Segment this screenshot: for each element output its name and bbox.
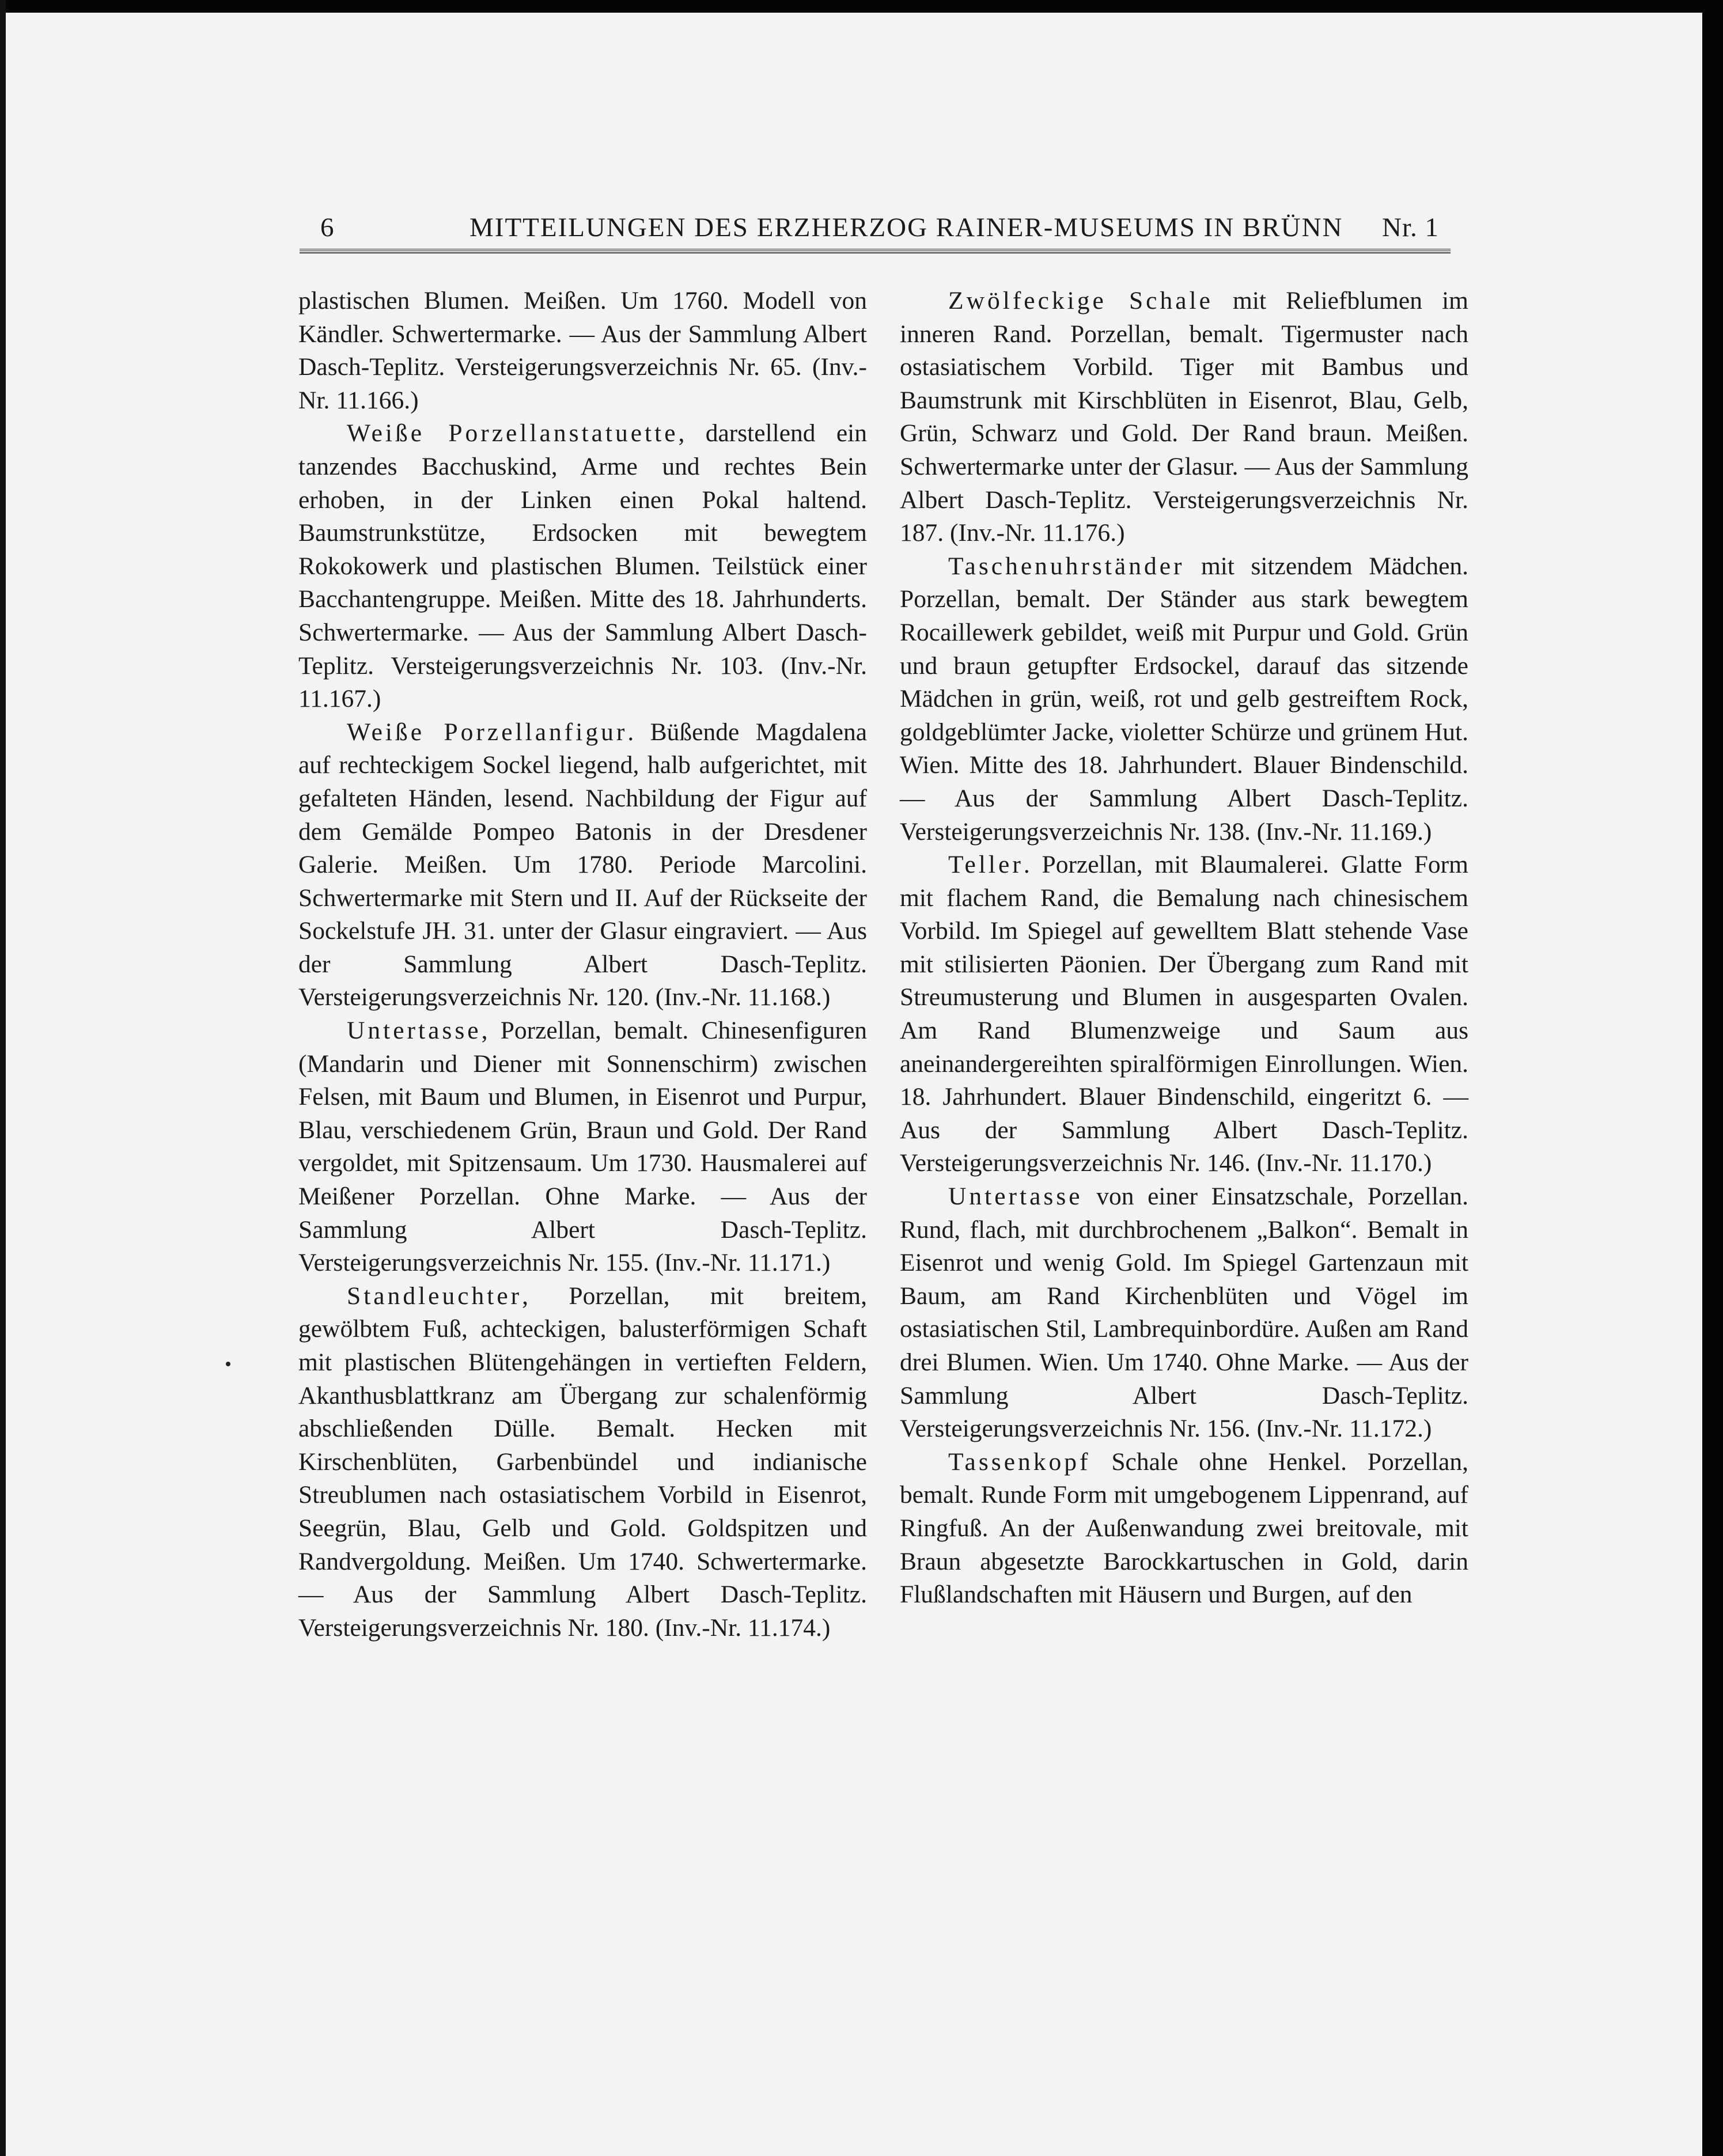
entry-paragraph: [298, 285, 867, 417]
entry-paragraph: [900, 1180, 1468, 1446]
entry-title: Taschenuhrständer: [948, 552, 1185, 580]
entry-text: mit sitzendem Mädchen. Porzellan, bemalt. Der Ständer aus stark bewegtem Rocaillewerk gebildet, weiß mit Purpur und Gold. Grün und braun getupfter Erdsockel, darauf das sitzende Mädchen in grün, weiß, rot und gelb gestreiftem Rock, goldgeblümter Jacke, violetter Schürze und grünem Hut. Wien. Mitte des 18. Jahrhundert. Blauer Bindenschild. — Aus der Sammlung Albert Dasch-Teplitz. Versteigerungsverzeichnis Nr. 138. (Inv.-Nr. 11.169.): [900, 552, 1468, 846]
scan-border-left: [0, 0, 6, 2156]
entry-title: Untertasse: [347, 1017, 482, 1045]
entry-title: Weiße Porzellanfigur: [347, 718, 628, 746]
entry-paragraph: [900, 1446, 1468, 1612]
header-rule: [300, 252, 1451, 253]
entry-title: Weiße Porzellanstatuette: [347, 419, 679, 448]
entry-paragraph: [900, 848, 1468, 1180]
entry-paragraph: [900, 550, 1468, 848]
entry-text: , darstellend ein tanzendes Bacchuskind, Arme und rechtes Bein erhoben, in der Linken einen Pokal haltend. Baumstrunkstütze, Erdsocken mit bewegtem Rokokowerk und plastischen Blumen. Teilstück einer Bacchantengruppe. Meißen. Mitte des 18. Jahrhunderts. Schwertermarke. — Aus der Sammlung Albert Dasch-Teplitz. Versteigerungsverzeichnis Nr. 103. (Inv.-Nr. 11.167.): [298, 419, 867, 713]
entry-title: Untertasse: [948, 1183, 1083, 1211]
entry-text: . Porzellan, mit Blaumalerei. Glatte Form mit flachem Rand, die Bemalung nach chinesischem Vorbild. Im Spiegel auf gewelltem Blatt stehende Vase mit stilisierten Päonien. Der Übergang zum Rand mit Streumusterung und Blumen in ausgesparten Ovalen. Am Rand Blumenzweige und Saum aus aneinandergereihten spiralförmigen Einrollungen. Wien. 18. Jahrhundert. Blauer Bindenschild, eingeritzt 6. — Aus der Sammlung Albert Dasch-Teplitz. Versteigerungsverzeichnis Nr. 146. (Inv.-Nr. 11.170.): [900, 851, 1468, 1177]
scan-speck: [226, 1362, 230, 1366]
running-header: [300, 207, 1451, 251]
entry-text: , Porzellan, bemalt. Chinesenfiguren (Mandarin und Diener mit Sonnenschirm) zwischen Felsen, mit Baum und Blumen, in Eisenrot und Purpur, Blau, verschiedenem Grün, Braun und Gold. Der Rand vergoldet, mit Spitzensaum. Um 1730. Hausmalerei auf Meißener Porzellan. Ohne Marke. — Aus der Sammlung Albert Dasch-Teplitz. Versteigerungsverzeichnis Nr. 155. (Inv.-Nr. 11.171.): [298, 1017, 867, 1277]
entry-text: plastischen Blumen. Meißen. Um 1760. Modell von Kändler. Schwertermarke. — Aus der Sammlung Albert Dasch-Teplitz. Versteigerungsverzeichnis Nr. 65. (Inv.-Nr. 11.166.): [298, 287, 867, 414]
entry-text: , Porzellan, mit breitem, gewölbtem Fuß, achteckigen, balusterförmigen Schaft mit plastischen Blütengehängen in vertieften Feldern, Akanthusblattkranz am Übergang zur schalenförmig abschließenden Dülle. Bemalt. Hecken mit Kirschenblüten, Garbenbündel und indianische Streublumen nach ostasiatischem Vorbild in Eisenrot, Seegrün, Blau, Gelb und Gold. Goldspitzen und Randvergoldung. Meißen. Um 1740. Schwertermarke. — Aus der Sammlung Albert Dasch-Teplitz. Versteigerungsverzeichnis Nr. 180. (Inv.-Nr. 11.174.): [298, 1282, 867, 1642]
entry-paragraph: [298, 417, 867, 715]
entry-text: von einer Einsatzschale, Porzellan. Rund, flach, mit durchbrochenem „Balkon“. Bemalt in Eisenrot und wenig Gold. Im Spiegel Gartenzaun mit Baum, am Rand Kirchenblüten und Vögel im ostasiatischen Stil, Lambrequinbordüre. Außen am Rand drei Blumen. Wien. Um 1740. Ohne Marke. — Aus der Sammlung Albert Dasch-Teplitz. Versteigerungsverzeichnis Nr. 156. (Inv.-Nr. 11.172.): [900, 1183, 1468, 1443]
issue-number: Nr. 1: [1382, 213, 1439, 242]
entry-paragraph: [298, 716, 867, 1014]
page-number: 6: [320, 213, 335, 242]
scan-border-top: [0, 0, 1723, 13]
entry-text: . Büßende Magdalena auf rechteckigem Sockel liegend, halb aufgerichtet, mit gefalteten Händen, lesend. Nachbildung der Figur auf dem Gemälde Pompeo Batonis in der Dresdener Galerie. Meißen. Um 1780. Periode Marcolini. Schwertermarke mit Stern und II. Auf der Rückseite der Sockelstufe JH. 31. unter der Glasur eingraviert. — Aus der Sammlung Albert Dasch-Teplitz. Versteigerungsverzeichnis Nr. 120. (Inv.-Nr. 11.168.): [298, 718, 868, 1011]
entry-text: Schale ohne Henkel. Porzellan, bemalt. Runde Form mit umgebogenem Lippenrand, auf Ringfuß. An der Außenwandung zwei breitovale, mit Braun abgesetzte Barockkartuschen in Gold, darin Flußlandschaften mit Häusern und Burgen, auf den: [900, 1448, 1468, 1609]
journal-title: MITTEILUNGEN DES ERZHERZOG RAINER-MUSEUMS IN BRÜNN: [469, 213, 1343, 242]
scan-border-right: [1702, 0, 1723, 2156]
entry-paragraph: [298, 1014, 867, 1280]
entry-paragraph: [900, 285, 1468, 550]
right-column: [900, 285, 1468, 1612]
entry-paragraph: [298, 1280, 867, 1645]
entry-title: Tassenkopf: [948, 1448, 1091, 1476]
document-page: [6, 13, 1702, 2156]
entry-title: Zwölfeckige Schale: [948, 287, 1213, 315]
entry-title: Standleuchter: [347, 1282, 522, 1310]
entry-text: mit Reliefblumen im inneren Rand. Porzellan, bemalt. Tigermuster nach ostasiatischem Vorbild. Tiger mit Bambus und Baumstrunk mit Kirschblüten in Eisenrot, Blau, Gelb, Grün, Schwarz und Gold. Der Rand braun. Meißen. Schwertermarke unter der Glasur. — Aus der Sammlung Albert Dasch-Teplitz. Versteigerungsverzeichnis Nr. 187. (Inv.-Nr. 11.176.): [900, 287, 1468, 547]
left-column: [298, 285, 867, 1645]
entry-title: Teller: [948, 851, 1024, 879]
